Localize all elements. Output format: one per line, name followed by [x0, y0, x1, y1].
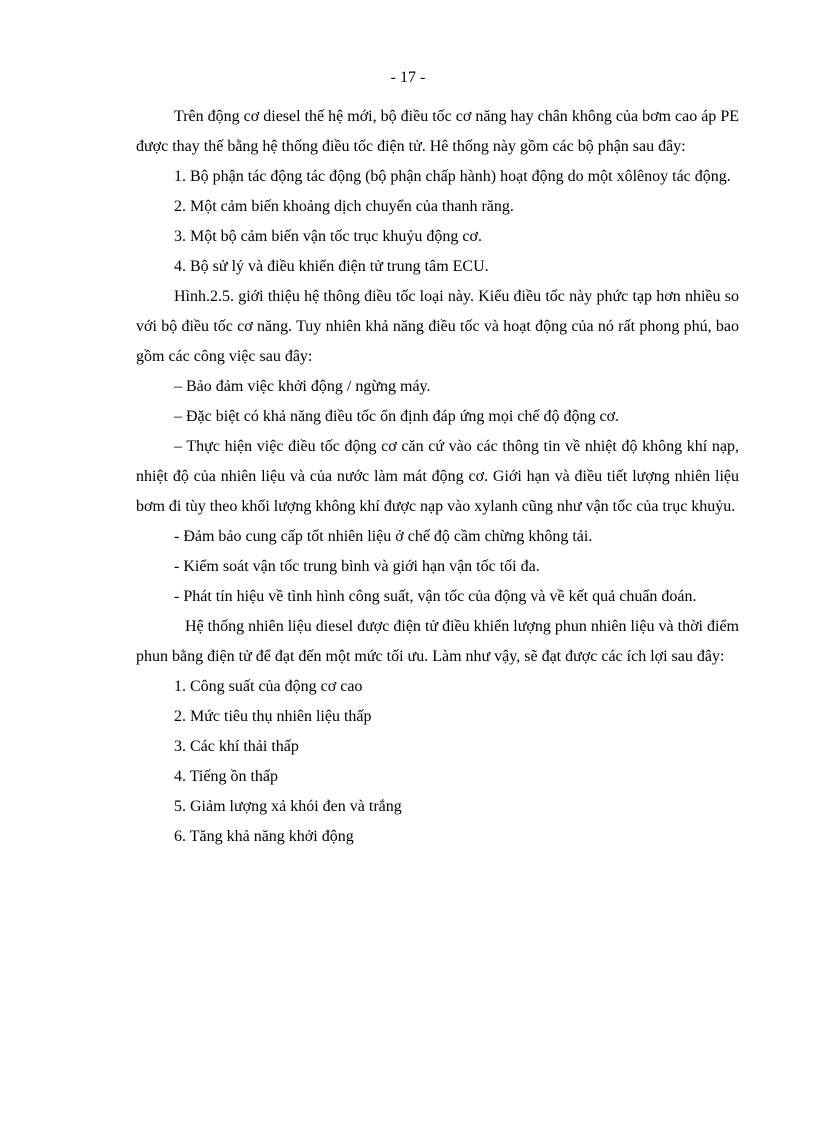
benefit-item: 4. Tiếng ồn thấp [174, 768, 279, 785]
benefit-item: 3. Các khí thải thấp [174, 738, 299, 755]
component-item: 1. Bộ phận tác động tác động (bộ phận chấp hành) hoạt động do một xôlênoy tác động. [174, 168, 731, 185]
task-item: – Bảo đảm việc khởi động / ngừng máy. [174, 378, 431, 395]
component-item: 2. Một cảm biến khoảng dịch chuyển của thanh răng. [174, 198, 514, 215]
component-item: 4. Bộ sử lý và điều khiển điện tử trung tâm ECU. [174, 258, 489, 275]
task-item: - Kiểm soát vận tốc trung bình và giới hạn vận tốc tối đa. [174, 558, 540, 575]
task-item: - Phát tín hiệu về tình hình công suất, vận tốc của động và về kết quả chuẩn đoán. [174, 588, 697, 605]
intro-paragraph: Trên động cơ diesel thế hệ mới, bộ điều tốc cơ năng hay chân không của bơm cao áp PE được thay thế bằng hệ thống điều tốc điện tử. Hê thống này gồm các bộ phận sau đây: [136, 108, 739, 155]
benefit-item: 6. Tăng khả năng khởi động [174, 828, 354, 845]
task-item: - Đảm bảo cung cấp tốt nhiên liệu ở chế độ cầm chừng không tải. [174, 528, 593, 545]
page-content [136, 102, 739, 852]
page-number: - 17 - [390, 69, 426, 86]
benefit-item: 1. Công suất của động cơ cao [174, 678, 363, 695]
task-item: – Đặc biệt có khả năng điều tốc ổn định đáp ứng mọi chế độ động cơ. [174, 408, 620, 425]
figure-intro-paragraph: Hình.2.5. giới thiệu hệ thông điều tốc loại này. Kiểu điều tốc này phức tạp hơn nhiều so với bộ điều tốc cơ năng. Tuy nhiên khả năng điều tốc và hoạt động của nó rất phong phú, bao gồm các công việc sau đây: [136, 288, 739, 365]
benefit-item: 2. Mức tiêu thụ nhiên liệu thấp [174, 708, 372, 725]
task-item: – Thực hiện việc điều tốc động cơ căn cứ vào các thông tin về nhiệt độ không khí nạp, nhiệt độ của nhiên liệu và của nước làm mát động cơ. Giới hạn và điều tiết lượng nhiên liệu bơm đi tùy theo khối lượng không khí được nạp vào xylanh cũng như vận tốc của trục khuỷu. [136, 438, 739, 515]
benefit-item: 5. Giảm lượng xả khói đen và trắng [174, 798, 402, 815]
component-item: 3. Một bộ cảm biến vận tốc trục khuỷu động cơ. [174, 228, 482, 245]
benefits-intro-paragraph: Hệ thống nhiên liệu diesel được điện tử điều khiển lượng phun nhiên liệu và thời điểm phun bằng điện tử để đạt đến một mức tối ưu. Làm như vậy, sẽ đạt được các ích lợi sau đây: [136, 618, 739, 665]
